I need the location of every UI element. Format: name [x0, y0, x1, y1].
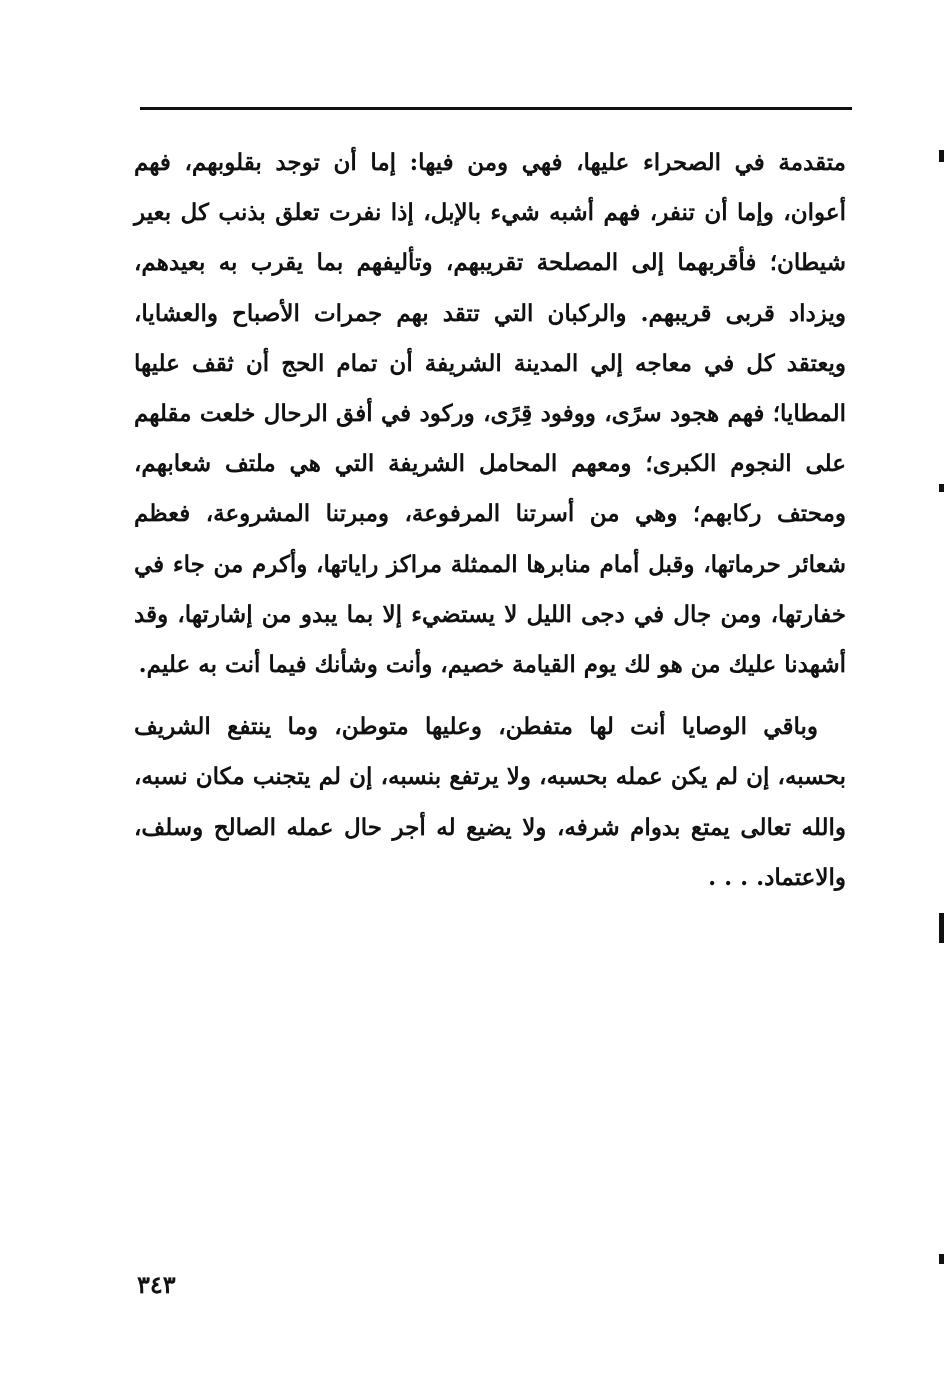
- scan-edge-mark: [939, 913, 944, 943]
- paragraph-2: وباقي الوصايا أنت لها متفطن، وعليها متوطن، وما ينتفع الشريف بحسبه، إن لم يكن عمله بحسبه، ولا يرتفع بنسبه، إن لم يتجنب مكان نسبه، والله تعالى يمتع بدوام شرفه، ولا يضيع له أجر حال عمله الصالح وسلف، والاعتماد. . . .: [134, 713, 846, 891]
- scan-edge-mark: [939, 484, 944, 492]
- page-number: ٣٤٣: [137, 1270, 176, 1299]
- header-rule: [140, 107, 852, 110]
- body-text: [134, 138, 846, 903]
- paragraph-1: متقدمة في الصحراء عليها، فهي ومن فيها: إما أن توجد بقلوبهم، فهم أعوان، وإما أن تنفر، فهم أشبه شيء بالإبل، إذا نفرت تعلق بذنب كل بعير شيطان؛ فأقربهما إلى المصلحة تقريبهم، وتأليفهم بما يقرب به بعيدهم، ويزداد قربى قريبهم. والركبان التي تتقد بهم جمرات الأصباح والعشايا، ويعتقد كل في معاجه إلي المدينة الشريفة أن تمام الحج أن ثقف عليها المطايا؛ فهم هجود سرًى، ووفود قِرًى، وركود في أفق الرحال خلعت مقلهم على النجوم الكبرى؛ ومعهم المحامل الشريفة التي هي ملتف شعابهم، ومحتف ركابهم؛ وهي من أسرتنا المرفوعة، ومبرتنا المشروعة، فعظم شعائر حرماتها، وقبل أمام منابرها الممثلة مراكز راياتها، وأكرم من جاء في خفارتها، ومن جال في دجى الليل لا يستضيء إلا بما يبدو من إشارتها، وقد أشهدنا عليك من هو لك يوم القيامة خصيم، وأنت وشأنك فيما أنت به عليم.: [134, 149, 846, 679]
- scan-edge-mark: [939, 150, 944, 162]
- scan-edge-mark: [939, 1254, 944, 1264]
